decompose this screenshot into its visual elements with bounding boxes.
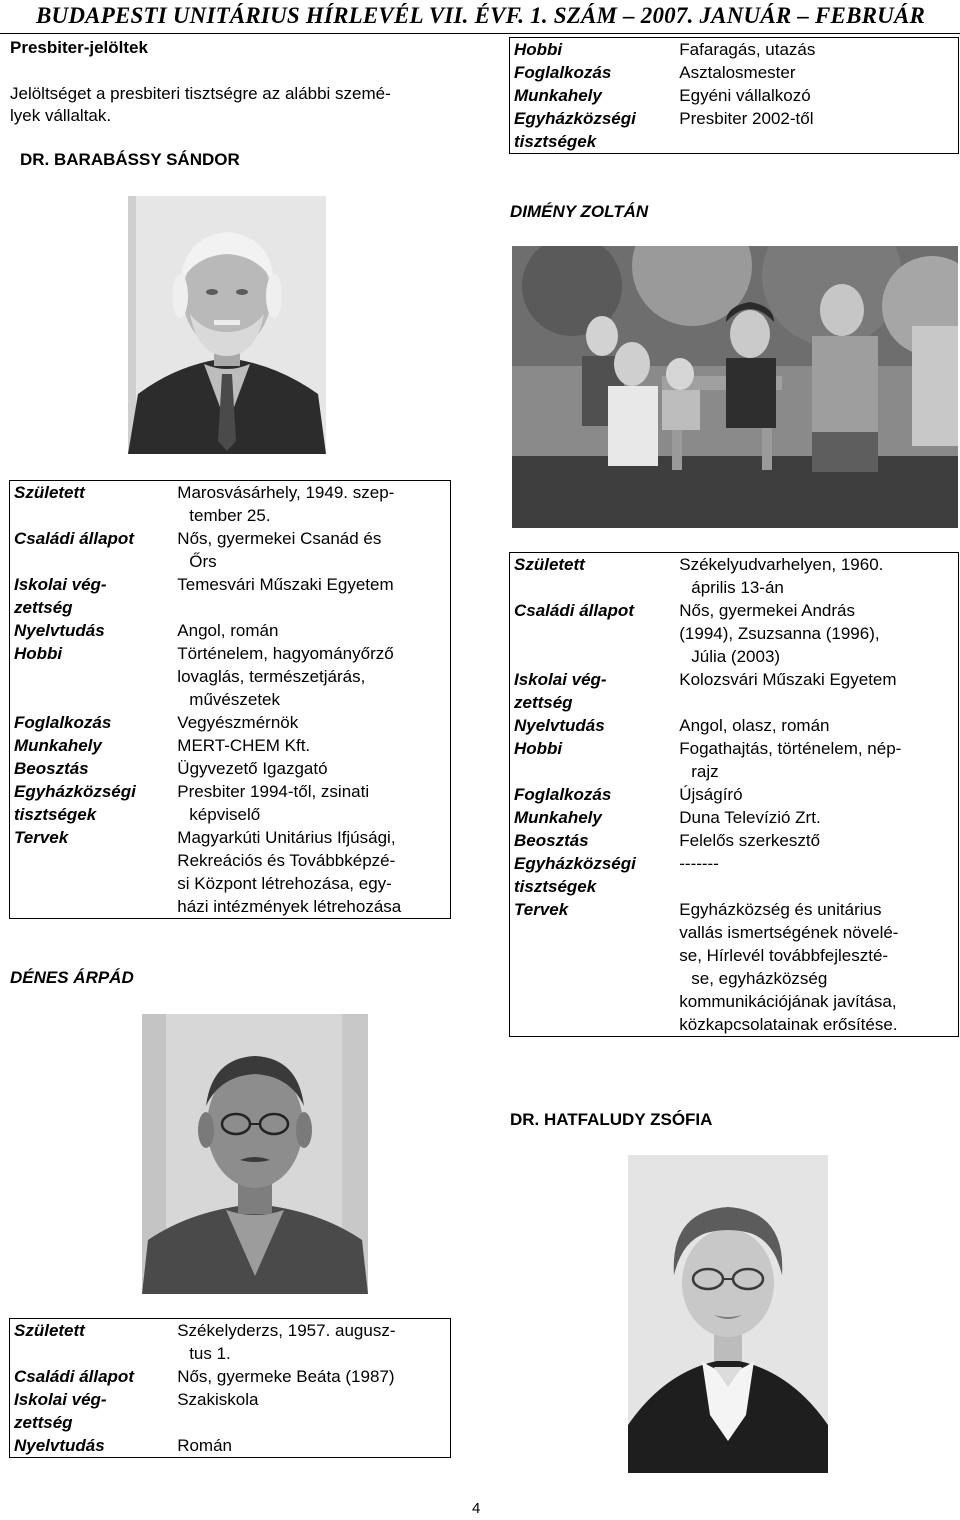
denes-cont-row bbox=[510, 107, 959, 154]
dimeny-field-value bbox=[675, 668, 958, 714]
field-label-line: zettség bbox=[14, 1413, 73, 1432]
field-label-line: tisztségek bbox=[514, 132, 597, 151]
barabassy-row bbox=[10, 527, 451, 573]
denes-field-value bbox=[173, 1365, 450, 1388]
dimeny-field-label bbox=[510, 852, 676, 898]
denes-cont-row bbox=[510, 38, 959, 62]
field-label-line: Beosztás bbox=[514, 831, 589, 850]
field-value-line: Nős, gyermekei Csanád és bbox=[177, 529, 382, 548]
field-value-line: Felelős szerkesztő bbox=[679, 831, 821, 850]
denes-field-value bbox=[173, 1319, 450, 1366]
field-label-line: tisztségek bbox=[514, 877, 597, 896]
dimeny-row bbox=[510, 668, 959, 714]
barabassy-field-label bbox=[10, 619, 174, 642]
field-label-line: Nyelvtudás bbox=[514, 716, 605, 735]
dimeny-field-label bbox=[510, 898, 676, 1037]
info-table-denes bbox=[9, 1318, 451, 1458]
dimeny-row bbox=[510, 737, 959, 783]
field-label-line: Tervek bbox=[514, 900, 569, 919]
field-value-line: Kolozsvári Műszaki Egyetem bbox=[679, 670, 897, 689]
dimeny-row bbox=[510, 783, 959, 806]
barabassy-row bbox=[10, 481, 451, 528]
field-label-line: Hobbi bbox=[14, 644, 63, 663]
dimeny-field-label bbox=[510, 668, 676, 714]
barabassy-row bbox=[10, 619, 451, 642]
field-label-line: Munkahely bbox=[14, 736, 102, 755]
field-label-line: Családi állapot bbox=[14, 529, 134, 548]
newsletter-title: BUDAPESTI UNITÁRIUS HÍRLEVÉL VII. ÉVF. 1. SZÁM – 2007. JANUÁR – FEBRUÁR bbox=[36, 3, 926, 28]
field-value-line: április 13-án bbox=[691, 578, 784, 597]
barabassy-field-label bbox=[10, 481, 174, 528]
denes-cont-field-label bbox=[510, 61, 676, 84]
dimeny-field-label bbox=[510, 714, 676, 737]
barabassy-field-value bbox=[173, 757, 450, 780]
barabassy-field-value bbox=[173, 642, 450, 711]
dimeny-row bbox=[510, 898, 959, 1037]
field-label-line: tisztségek bbox=[14, 805, 97, 824]
dimeny-row bbox=[510, 599, 959, 668]
portrait-photo-hatfaludy bbox=[628, 1155, 828, 1473]
field-value-line: Rekreációs és Továbbképzé- bbox=[177, 851, 396, 870]
candidate-name-denes: DÉNES ÁRPÁD bbox=[10, 968, 134, 987]
denes-row bbox=[10, 1388, 451, 1434]
field-label-line: zettség bbox=[14, 598, 73, 617]
field-label-line: Iskolai vég- bbox=[514, 670, 607, 689]
field-label-line: Foglalkozás bbox=[14, 713, 112, 732]
denes-field-value bbox=[173, 1434, 450, 1458]
barabassy-field-label bbox=[10, 711, 174, 734]
field-value-line: Székelyderzs, 1957. augusz- bbox=[177, 1321, 396, 1340]
field-value-line: tember 25. bbox=[189, 506, 271, 525]
field-value-line: se, Hírlevél továbbfejleszté- bbox=[679, 946, 889, 965]
field-label-line: Foglalkozás bbox=[514, 785, 612, 804]
field-value-line: se, egyházközség bbox=[691, 969, 828, 988]
denes-cont-field-value bbox=[675, 38, 958, 62]
field-label-line: Családi állapot bbox=[514, 601, 634, 620]
dimeny-row bbox=[510, 852, 959, 898]
field-label-line: Iskolai vég- bbox=[14, 1390, 107, 1409]
barabassy-field-value bbox=[173, 826, 450, 919]
field-value-line: művészetek bbox=[189, 690, 280, 709]
field-value-line: si Központ létrehozása, egy- bbox=[177, 874, 392, 893]
field-value-line: (1994), Zsuzsanna (1996), bbox=[679, 624, 880, 643]
field-value-line: Magyarkúti Unitárius Ifjúsági, bbox=[177, 828, 396, 847]
dimeny-field-value bbox=[675, 599, 958, 668]
field-label-line: Egyházközségi bbox=[514, 109, 636, 128]
field-value-line: Székelyudvarhelyen, 1960. bbox=[679, 555, 884, 574]
denes-cont-field-value bbox=[675, 107, 958, 154]
field-label-line: Nyelvtudás bbox=[14, 1436, 105, 1455]
newsletter-header bbox=[0, 0, 960, 34]
field-label-line: Hobbi bbox=[514, 40, 563, 59]
field-value-line: Szakiskola bbox=[177, 1390, 259, 1409]
field-value-line: Marosvásárhely, 1949. szep- bbox=[177, 483, 395, 502]
field-value-line: Angol, román bbox=[177, 621, 279, 640]
barabassy-field-label bbox=[10, 734, 174, 757]
barabassy-row bbox=[10, 642, 451, 711]
dimeny-row bbox=[510, 553, 959, 600]
barabassy-field-value bbox=[173, 619, 450, 642]
field-value-line: MERT-CHEM Kft. bbox=[177, 736, 311, 755]
dimeny-field-value bbox=[675, 783, 958, 806]
field-label-line: Iskolai vég- bbox=[14, 575, 107, 594]
field-value-line: Egyházközség és unitárius bbox=[679, 900, 882, 919]
barabassy-row bbox=[10, 826, 451, 919]
field-value-line: lovaglás, természetjárás, bbox=[177, 667, 366, 686]
dimeny-row bbox=[510, 829, 959, 852]
field-value-line: vallás ismertségének növelé- bbox=[679, 923, 899, 942]
intro-line-1: Jelöltséget a presbiteri tisztségre az alábbi szemé- bbox=[10, 84, 391, 103]
denes-field-label bbox=[10, 1365, 174, 1388]
field-label-line: Tervek bbox=[14, 828, 69, 847]
barabassy-field-value bbox=[173, 711, 450, 734]
field-value-line: tus 1. bbox=[189, 1344, 231, 1363]
info-table-barabassy bbox=[9, 480, 451, 919]
dimeny-field-value bbox=[675, 806, 958, 829]
field-value-line: Újságíró bbox=[679, 785, 743, 804]
denes-cont-field-value bbox=[675, 61, 958, 84]
field-label-line: Egyházközségi bbox=[514, 854, 636, 873]
field-value-line: Fogathajtás, történelem, nép- bbox=[679, 739, 902, 758]
portrait-photo-denes bbox=[142, 1014, 368, 1294]
denes-cont-field-value bbox=[675, 84, 958, 107]
field-value-line: Történelem, hagyományőrző bbox=[177, 644, 394, 663]
dimeny-field-label bbox=[510, 599, 676, 668]
denes-cont-row bbox=[510, 61, 959, 84]
field-label-line: Munkahely bbox=[514, 86, 602, 105]
denes-row bbox=[10, 1434, 451, 1458]
field-value-line: ------- bbox=[679, 854, 719, 873]
candidate-name-dimeny: DIMÉNY ZOLTÁN bbox=[510, 202, 649, 221]
barabassy-row bbox=[10, 711, 451, 734]
field-label-line: Született bbox=[14, 483, 85, 502]
barabassy-row bbox=[10, 757, 451, 780]
dimeny-field-value bbox=[675, 898, 958, 1037]
dimeny-row bbox=[510, 806, 959, 829]
field-label-line: Egyházközségi bbox=[14, 782, 136, 801]
dimeny-field-value bbox=[675, 737, 958, 783]
field-value-line: Duna Televízió Zrt. bbox=[679, 808, 821, 827]
dimeny-field-label bbox=[510, 737, 676, 783]
page-number: 4 bbox=[472, 1500, 481, 1517]
denes-cont-row bbox=[510, 84, 959, 107]
denes-field-value bbox=[173, 1388, 450, 1434]
candidate-name-barabassy: DR. BARABÁSSY SÁNDOR bbox=[20, 150, 240, 169]
barabassy-row bbox=[10, 573, 451, 619]
barabassy-field-value bbox=[173, 734, 450, 757]
family-photo-dimeny bbox=[512, 246, 958, 528]
field-value-line: házi intézmények létrehozása bbox=[177, 897, 402, 916]
field-value-line: Román bbox=[177, 1436, 233, 1455]
portrait-photo-barabassy bbox=[128, 196, 326, 454]
field-value-line: Presbiter 1994-től, zsinati bbox=[177, 782, 370, 801]
dimeny-field-value bbox=[675, 714, 958, 737]
field-value-line: Nős, gyermeke Beáta (1987) bbox=[177, 1367, 395, 1386]
denes-row bbox=[10, 1365, 451, 1388]
denes-cont-field-label bbox=[510, 107, 676, 154]
dimeny-row bbox=[510, 714, 959, 737]
field-label-line: Családi állapot bbox=[14, 1367, 134, 1386]
barabassy-field-label bbox=[10, 780, 174, 826]
section-title: Presbiter-jelöltek bbox=[10, 38, 148, 57]
field-label-line: Munkahely bbox=[514, 808, 602, 827]
barabassy-field-label bbox=[10, 642, 174, 711]
field-value-line: rajz bbox=[691, 762, 719, 781]
barabassy-field-label bbox=[10, 757, 174, 780]
dimeny-field-label bbox=[510, 829, 676, 852]
field-value-line: Presbiter 2002-től bbox=[679, 109, 814, 128]
field-label-line: Hobbi bbox=[514, 739, 563, 758]
field-value-line: Angol, olasz, román bbox=[679, 716, 830, 735]
denes-field-label bbox=[10, 1434, 174, 1458]
barabassy-row bbox=[10, 734, 451, 757]
field-value-line: kommunikációjának javítása, bbox=[679, 992, 897, 1011]
field-value-line: Őrs bbox=[189, 552, 217, 571]
field-label-line: zettség bbox=[514, 693, 573, 712]
barabassy-field-value bbox=[173, 573, 450, 619]
field-value-line: Júlia (2003) bbox=[691, 647, 781, 666]
field-value-line: Asztalosmester bbox=[679, 63, 796, 82]
field-label-line: Beosztás bbox=[14, 759, 89, 778]
barabassy-field-label bbox=[10, 826, 174, 919]
denes-cont-field-label bbox=[510, 84, 676, 107]
denes-field-label bbox=[10, 1319, 174, 1366]
denes-field-label bbox=[10, 1388, 174, 1434]
field-label-line: Nyelvtudás bbox=[14, 621, 105, 640]
intro-line-2: lyek vállaltak. bbox=[10, 106, 112, 125]
denes-cont-field-label bbox=[510, 38, 676, 62]
dimeny-field-label bbox=[510, 806, 676, 829]
info-table-denes-continued bbox=[509, 37, 959, 154]
field-value-line: Egyéni vállalkozó bbox=[679, 86, 811, 105]
info-table-dimeny bbox=[509, 552, 959, 1037]
barabassy-field-label bbox=[10, 527, 174, 573]
field-label-line: Született bbox=[514, 555, 585, 574]
barabassy-field-value bbox=[173, 481, 450, 528]
dimeny-field-value bbox=[675, 852, 958, 898]
dimeny-field-value bbox=[675, 553, 958, 600]
field-value-line: közkapcsolatainak erősítése. bbox=[679, 1015, 898, 1034]
barabassy-field-value bbox=[173, 780, 450, 826]
field-value-line: Nős, gyermekei András bbox=[679, 601, 855, 620]
barabassy-field-label bbox=[10, 573, 174, 619]
field-value-line: Temesvári Műszaki Egyetem bbox=[177, 575, 394, 594]
denes-row bbox=[10, 1319, 451, 1366]
dimeny-field-label bbox=[510, 783, 676, 806]
field-label-line: Foglalkozás bbox=[514, 63, 612, 82]
field-value-line: Ügyvezető Igazgató bbox=[177, 759, 328, 778]
dimeny-field-label bbox=[510, 553, 676, 600]
candidate-name-hatfaludy: DR. HATFALUDY ZSÓFIA bbox=[510, 1110, 713, 1129]
field-value-line: képviselő bbox=[189, 805, 261, 824]
barabassy-field-value bbox=[173, 527, 450, 573]
field-value-line: Fafaragás, utazás bbox=[679, 40, 816, 59]
barabassy-row bbox=[10, 780, 451, 826]
field-label-line: Született bbox=[14, 1321, 85, 1340]
field-value-line: Vegyészmérnök bbox=[177, 713, 299, 732]
dimeny-field-value bbox=[675, 829, 958, 852]
